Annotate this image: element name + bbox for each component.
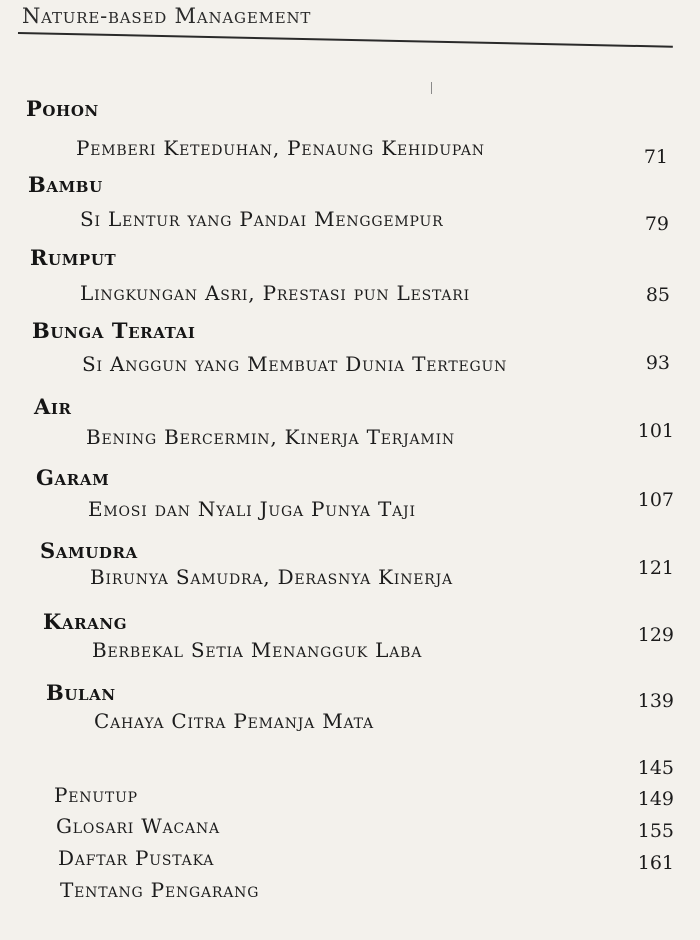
- end-matter-title: Tentang Pengarang: [60, 878, 260, 902]
- page-number: 101: [637, 420, 674, 442]
- chapter-subtitle: Si Anggun yang Membuat Dunia Tertegun: [82, 352, 508, 376]
- chapter-title: Bulan: [46, 680, 116, 705]
- chapter-subtitle: Cahaya Citra Pemanja Mata: [94, 709, 374, 733]
- page-number: 93: [645, 352, 670, 374]
- chapter-subtitle: Si Lentur yang Pandai Menggempur: [80, 207, 444, 231]
- page-number: 155: [637, 820, 674, 842]
- chapter-subtitle: Emosi dan Nyali Juga Punya Taji: [88, 497, 416, 521]
- page-number: 71: [643, 146, 668, 168]
- chapter-title: Bambu: [28, 172, 103, 197]
- chapter-subtitle: Bening Bercermin, Kinerja Terjamin: [86, 425, 455, 449]
- page-number: 121: [637, 557, 674, 579]
- chapter-title: Rumput: [30, 245, 117, 270]
- chapter-subtitle: Lingkungan Asri, Prestasi pun Lestari: [80, 281, 470, 305]
- chapter-title: Pohon: [26, 96, 99, 121]
- chapter-subtitle: Berbekal Setia Menangguk Laba: [92, 638, 423, 662]
- running-header: Nature-based Management: [22, 4, 312, 28]
- end-matter-title: Glosari Wacana: [56, 814, 220, 838]
- page-number: 79: [644, 213, 669, 235]
- page-number: 107: [637, 489, 674, 511]
- chapter-title: Air: [34, 394, 72, 419]
- chapter-title: Garam: [36, 465, 110, 490]
- page-number: 149: [637, 788, 674, 810]
- chapter-title: Samudra: [40, 538, 138, 563]
- chapter-title: Bunga Teratai: [32, 318, 196, 343]
- page-number: 145: [637, 757, 674, 779]
- page-number: 139: [637, 690, 674, 712]
- chapter-title: Karang: [43, 609, 128, 634]
- page-number: 129: [637, 624, 674, 646]
- chapter-subtitle: Birunya Samudra, Derasnya Kinerja: [90, 565, 453, 589]
- page-number: 161: [637, 852, 674, 874]
- chapter-subtitle: Pemberi Keteduhan, Penaung Kehidupan: [76, 136, 485, 160]
- end-matter-title: Penutup: [54, 783, 138, 807]
- end-matter-title: Daftar Pustaka: [58, 846, 215, 870]
- page-number: 85: [645, 284, 670, 306]
